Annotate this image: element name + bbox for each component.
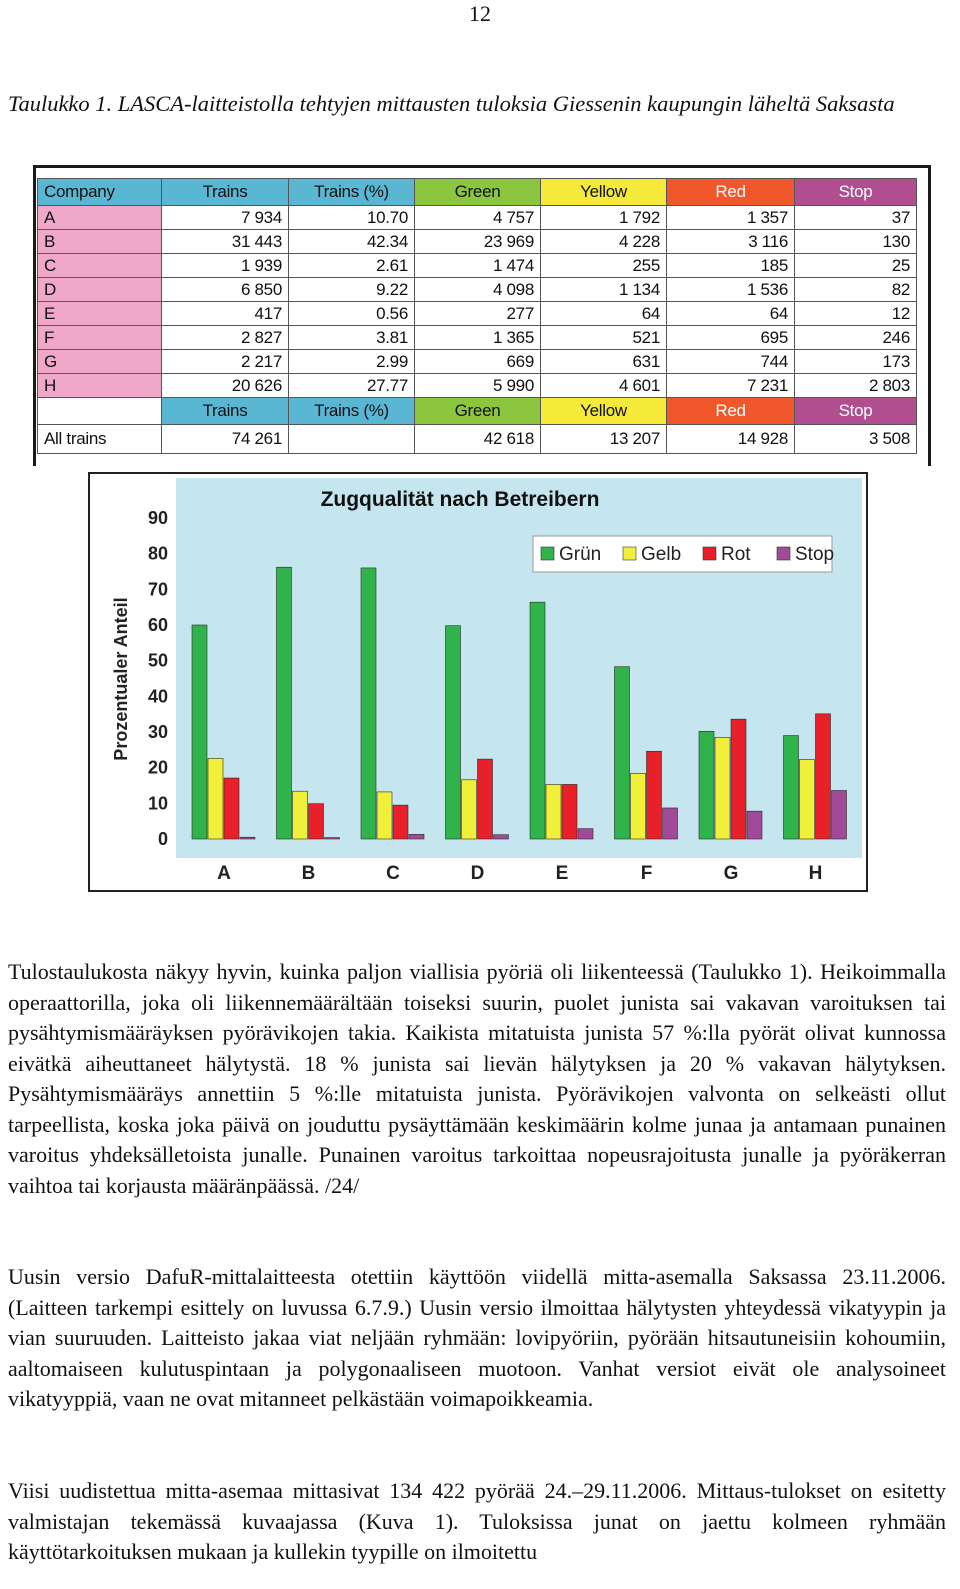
- x-tick-label: H: [808, 863, 823, 884]
- table-row-red: 1 536: [667, 278, 795, 302]
- table-totals-row-trains: 74 261: [162, 425, 289, 454]
- table-row-trains-pct: 10.70: [289, 206, 415, 230]
- legend-swatch-Grün: [541, 547, 554, 560]
- bar-C-Grün: [361, 568, 376, 839]
- bar-E-Grün: [530, 602, 545, 839]
- y-tick-label: 10: [147, 793, 168, 814]
- table-row-red: 695: [667, 326, 795, 350]
- bar-H-Rot: [816, 714, 831, 839]
- table-row-yellow: 1 792: [541, 206, 667, 230]
- table-row-stop: 2 803: [795, 374, 917, 398]
- table-header-row-trains-pct: Trains (%): [289, 179, 415, 206]
- bar-B-Grün: [277, 567, 292, 839]
- table-row-green: 1 474: [415, 254, 541, 278]
- table-row-red: 1 357: [667, 206, 795, 230]
- table-row-yellow: 4 228: [541, 230, 667, 254]
- table-row-trains: 31 443: [162, 230, 289, 254]
- bar-D-Grün: [446, 626, 461, 839]
- table-row-trains-pct: 0.56: [289, 302, 415, 326]
- bar-C-Gelb: [377, 792, 392, 839]
- bar-G-Gelb: [715, 737, 730, 839]
- table-row-company: A: [38, 206, 162, 230]
- bar-B-Gelb: [293, 791, 308, 839]
- y-tick-label: 60: [147, 615, 168, 635]
- table-row-company: D: [38, 278, 162, 302]
- bar-F-Stop: [663, 808, 678, 839]
- table-totals-row-yellow: 13 207: [541, 425, 667, 454]
- bar-F-Rot: [647, 751, 662, 839]
- bar-E-Stop: [578, 829, 593, 839]
- table-row: [38, 254, 917, 278]
- table-row-trains: 6 850: [162, 278, 289, 302]
- table-row-stop: 130: [795, 230, 917, 254]
- y-axis-label: Prozentualer Anteil: [111, 597, 131, 761]
- table-totals-row-stop: 3 508: [795, 425, 917, 454]
- table-row-stop: 12: [795, 302, 917, 326]
- x-tick-label: C: [386, 863, 400, 884]
- table-row-stop: 82: [795, 278, 917, 302]
- table-row-stop: 25: [795, 254, 917, 278]
- table-row-stop: 173: [795, 350, 917, 374]
- bar-H-Gelb: [800, 759, 815, 839]
- table-row-green: 23 969: [415, 230, 541, 254]
- bar-G-Grün: [699, 731, 714, 839]
- table-totals-row-trains-pct: [289, 425, 415, 454]
- bar-chart: [90, 474, 866, 890]
- y-tick-label: 20: [147, 757, 168, 778]
- y-tick-label: 40: [147, 686, 168, 707]
- table-row-red: 3 116: [667, 230, 795, 254]
- table-row: [38, 230, 917, 254]
- y-tick-label: 70: [147, 579, 168, 600]
- y-tick-label: 0: [157, 829, 168, 849]
- table-header-row-trains: Trains: [162, 179, 289, 206]
- table-header-row-company: Company: [38, 179, 162, 206]
- table-row-trains: 417: [162, 302, 289, 326]
- table-row-yellow: 255: [541, 254, 667, 278]
- table-row: [38, 206, 917, 230]
- chart-title: Zugqualität nach Betreibern: [320, 488, 600, 511]
- bar-D-Rot: [478, 759, 493, 839]
- x-tick-label: G: [723, 863, 739, 884]
- table-row-green: 277: [415, 302, 541, 326]
- table-subheader-row-trains: Trains: [162, 398, 289, 425]
- bar-C-Rot: [393, 805, 408, 839]
- table-row: [38, 350, 917, 374]
- bar-H-Grün: [784, 736, 799, 839]
- table-row-stop: 246: [795, 326, 917, 350]
- bar-F-Grün: [615, 667, 630, 839]
- y-tick-label: 90: [147, 508, 168, 528]
- table-row-company: E: [38, 302, 162, 326]
- table-row-yellow: 64: [541, 302, 667, 326]
- page-number: 12: [469, 1, 491, 26]
- legend-label: Rot: [721, 544, 751, 565]
- table-row-red: 744: [667, 350, 795, 374]
- bar-F-Gelb: [631, 773, 646, 839]
- table-subheader-row-trains-pct: Trains (%): [289, 398, 415, 425]
- x-tick-label: B: [301, 863, 316, 884]
- table-row: [38, 326, 917, 350]
- table-row-trains: 20 626: [162, 374, 289, 398]
- table-row-company: F: [38, 326, 162, 350]
- x-tick-label: F: [640, 863, 653, 884]
- results-table: [37, 178, 917, 454]
- table-subheader-row-stop: Stop: [795, 398, 917, 425]
- table-totals-row-green: 42 618: [415, 425, 541, 454]
- bar-E-Rot: [562, 784, 577, 839]
- table-row-trains-pct: 42.34: [289, 230, 415, 254]
- legend-label: Gelb: [641, 544, 682, 565]
- table-row-red: 7 231: [667, 374, 795, 398]
- table-row-company: G: [38, 350, 162, 374]
- bar-E-Gelb: [546, 784, 561, 839]
- x-tick-label: E: [555, 863, 569, 884]
- y-tick-label: 80: [147, 543, 168, 564]
- table-row-trains: 2 217: [162, 350, 289, 374]
- bar-A-Grün: [192, 625, 207, 839]
- table-row-yellow: 1 134: [541, 278, 667, 302]
- table-row-green: 669: [415, 350, 541, 374]
- bar-D-Gelb: [462, 780, 477, 839]
- table-row-stop: 37: [795, 206, 917, 230]
- table-row: [38, 278, 917, 302]
- table-row-trains-pct: 9.22: [289, 278, 415, 302]
- legend-label: Stop: [795, 544, 835, 565]
- y-tick-label: 50: [147, 650, 168, 671]
- legend-swatch-Rot: [703, 547, 716, 560]
- table-subheader-row-green: Green: [415, 398, 541, 425]
- table-row-company: C: [38, 254, 162, 278]
- table-row-company: B: [38, 230, 162, 254]
- bar-G-Stop: [747, 811, 762, 839]
- chart-frame: [88, 472, 868, 892]
- table-row-trains: 1 939: [162, 254, 289, 278]
- table-row-trains-pct: 27.77: [289, 374, 415, 398]
- table-row-green: 5 990: [415, 374, 541, 398]
- legend-swatch-Stop: [777, 547, 790, 560]
- table-row: [38, 302, 917, 326]
- table-row-green: 4 757: [415, 206, 541, 230]
- table-subheader-row-red: Red: [667, 398, 795, 425]
- table-totals-row: [38, 425, 917, 454]
- table-row-green: 1 365: [415, 326, 541, 350]
- bar-B-Stop: [325, 838, 340, 839]
- paragraph-1: Tulostaulukosta näkyy hyvin, kuinka paljon viallisia pyöriä oli liikenteessä (Taulukko 1). Heikoimmalla operaattorilla, joka oli liikennemäärältään toiseksi suurin, puolet junista sai vakavan varoituksen tai pysähtymismääräyksen pyörävikojen takia. Kaikista mitatuista junista 57 %:lla pyörät olivat kunnossa eivätkä aiheuttaneet hälytystä. 18 % junista sai lievän hälytyksen ja 20 % vakavan hälytyksen. Pysähtymismääräys annettiin 5 %:lle mitatuista junista. Pyörävikojen valvonta on selkeästi ollut tarpeellista, koska joka päivä on jouduttu pysäyttämään keskimäärin kolme junaa ja antamaan punainen varoitus yhdeksälletoista junalle. Punainen varoitus tarkoittaa nopeusrajoitusta junalle ja pyöräkerran vaihtoa tai korjausta määränpäässä. /24/: [8, 959, 946, 1198]
- bar-A-Gelb: [208, 758, 223, 839]
- table-totals-row-red: 14 928: [667, 425, 795, 454]
- bar-A-Stop: [240, 837, 255, 839]
- bar-H-Stop: [832, 790, 847, 839]
- bar-A-Rot: [224, 778, 239, 839]
- table-row-green: 4 098: [415, 278, 541, 302]
- table-subheader-row-yellow: Yellow: [541, 398, 667, 425]
- table-header-row-yellow: Yellow: [541, 179, 667, 206]
- table-row-trains: 2 827: [162, 326, 289, 350]
- table-row-company: H: [38, 374, 162, 398]
- bar-B-Rot: [309, 804, 324, 839]
- bar-G-Rot: [731, 719, 746, 839]
- x-tick-label: D: [470, 863, 485, 884]
- y-tick-label: 30: [147, 722, 168, 742]
- legend-swatch-Gelb: [623, 547, 636, 560]
- table-subheader-row: [38, 398, 917, 425]
- table-row-yellow: 631: [541, 350, 667, 374]
- table-row-trains-pct: 3.81: [289, 326, 415, 350]
- x-tick-label: A: [217, 863, 231, 884]
- table-row: [38, 374, 917, 398]
- bar-C-Stop: [409, 834, 424, 839]
- paragraph-3: Viisi uudistettua mitta-asemaa mittasivat 134 422 pyörää 24.–29.11.2006. Mittaus-tulokset on esitetty valmistajan tekemässä kuvaajassa (Kuva 1). Tuloksissa junat on jaettu kolmeen ryhmään käyttötarkoituksen mukaan ja kullekin tyypille on ilmoitettu: [8, 1478, 946, 1564]
- table-caption: Taulukko 1. LASCA-laitteistolla tehtyjen mittausten tuloksia Giessenin kaupungin läheltä Saksasta: [8, 91, 895, 116]
- paragraph-2: Uusin versio DafuR-mittalaitteesta otettiin käyttöön viidellä mitta-asemalla Saksassa 23.11.2006. (Laitteen tarkempi esittely on luvussa 6.7.9.) Uusin versio ilmoittaa hälytysten yhteydessä vikatyypin ja vian suuruuden. Laitteisto jakaa viat neljään ryhmään: lovipyöriin, pyörään hitsautuneisiin kohoumiin, aaltomaiseen kulutuspintaan ja polygonaaliseen muotoon. Vanhat versiot eivät ole analysoineet vikatyyppiä, vaan ne ovat mitanneet pelkästään voimapoikkeamia.: [8, 1264, 946, 1411]
- table-header-row-stop: Stop: [795, 179, 917, 206]
- table-row-trains: 7 934: [162, 206, 289, 230]
- legend-label: Grün: [559, 544, 602, 565]
- table-row-red: 185: [667, 254, 795, 278]
- table-row-yellow: 521: [541, 326, 667, 350]
- table-row-trains-pct: 2.99: [289, 350, 415, 374]
- table-row-trains-pct: 2.61: [289, 254, 415, 278]
- table-header-row: [38, 179, 917, 206]
- bar-D-Stop: [494, 835, 509, 839]
- table-row-red: 64: [667, 302, 795, 326]
- table-row-yellow: 4 601: [541, 374, 667, 398]
- table-subheader-row-company: [38, 398, 162, 425]
- table-header-row-red: Red: [667, 179, 795, 206]
- table-header-row-green: Green: [415, 179, 541, 206]
- table-totals-row-company: All trains: [38, 425, 162, 454]
